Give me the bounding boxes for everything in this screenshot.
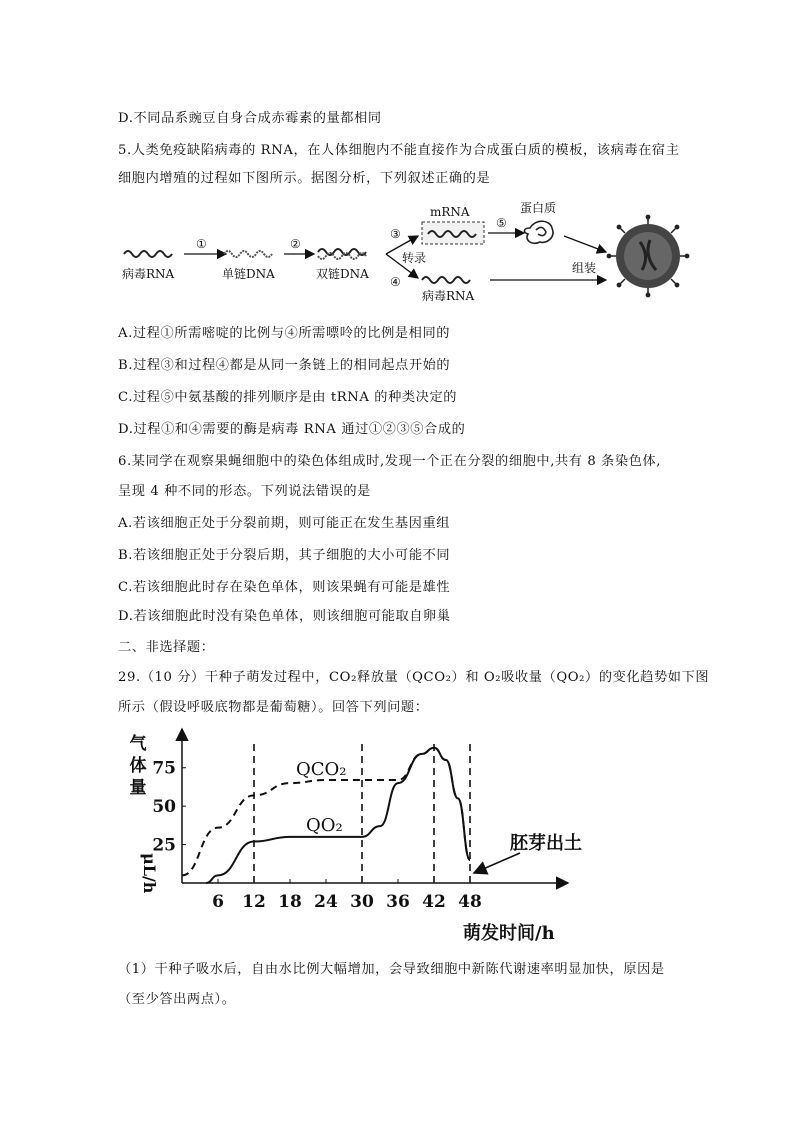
question-6-option-c: C.若该细胞此时存在染色单体，则该果蝇有可能是雄性: [118, 580, 451, 595]
label-single-dna: 单链DNA: [222, 267, 275, 281]
gas-exchange-chart: [118, 725, 618, 950]
y-label-char-2: 量: [129, 778, 147, 798]
question-29-part-1-b: （至少答出两点）。: [118, 992, 236, 1007]
series-label-qco2: QCO₂: [296, 759, 347, 780]
question-6-option-a: A.若该细胞正处于分裂前期，则可能正在发生基因重组: [118, 516, 451, 531]
question-6-stem-2: 呈现 4 种不同的形态。下列说法错误的是: [118, 484, 371, 499]
x-axis-label: 萌发时间/h: [463, 923, 555, 944]
virus-rna2-wave: [422, 277, 470, 283]
y-label-char-0: 气: [129, 734, 147, 754]
question-5-option-d: D.过程①和④需要的酶是病毒 RNA 通过①②③⑤合成的: [118, 422, 466, 437]
label-assembly: 组装: [572, 261, 597, 275]
label-viral-rna: 病毒RNA: [122, 267, 175, 281]
x-tick-label-30: 30: [350, 892, 374, 912]
question-29-stem-1: 29.（10 分）干种子萌发过程中，CO₂释放量（QCO₂）和 O₂吸收量（QO₂）的变化趋势如下图: [118, 670, 710, 685]
hiv-replication-diagram: [118, 196, 698, 306]
x-tick-label-18: 18: [278, 892, 302, 912]
x-tick-label-12: 12: [242, 892, 266, 912]
label-protein: 蛋白质: [520, 201, 557, 215]
mrna-box: [422, 222, 484, 244]
label-step-2: ②: [290, 237, 301, 251]
y-tick-label-25: 25: [152, 835, 176, 856]
annotation-arrow: [474, 853, 520, 873]
label-mrna: mRNA: [430, 205, 470, 219]
question-6-option-b: B.若该细胞正处于分裂后期，其子细胞的大小可能不同: [118, 548, 451, 563]
label-double-dna: 双链DNA: [316, 267, 369, 281]
x-tick-label-48: 48: [458, 892, 482, 912]
question-6-stem-1: 6.某同学在观察果蝇细胞中的染色体组成时,发现一个正在分裂的细胞中,共有 8 条染色体,: [118, 454, 662, 469]
annotation-label: 胚芽出土: [510, 833, 582, 854]
x-tick-label-36: 36: [386, 892, 410, 912]
label-transcription: 转录: [402, 251, 427, 265]
y-label-char-1: 体: [129, 756, 147, 776]
section-heading: 二、非选择题：: [118, 640, 215, 655]
question-5-stem-2: 细胞内增殖的过程如下图所示。据图分析，下列叙述正确的是: [118, 171, 491, 186]
label-step-1: ①: [196, 237, 207, 251]
label-step-3: ③: [390, 227, 401, 241]
x-tick-label-42: 42: [422, 892, 446, 912]
double-dna-wave-a: [318, 249, 366, 255]
label-step-4: ④: [390, 275, 401, 289]
y-tick-label-50: 50: [152, 797, 176, 818]
single-dna-wave: [224, 251, 272, 257]
x-tick-label-24: 24: [314, 892, 338, 912]
label-virus-rna-2: 病毒RNA: [422, 289, 475, 303]
question-6-option-d: D.若该细胞此时没有染色单体，则该细胞可能取自卵巢: [118, 609, 451, 624]
question-5-option-c: C.过程⑤中氨基酸的排列顺序是由 tRNA 的种类决定的: [118, 390, 458, 405]
question-5-stem-1: 5.人类免疫缺陷病毒的 RNA，在人体细胞内不能直接作为合成蛋白质的模板，该病毒在宿主: [118, 143, 680, 158]
question-5-option-a: A.过程①所需嘧啶的比例与④所需嘌呤的比例是相同的: [118, 326, 451, 341]
protein-blob: [524, 221, 553, 243]
series-label-qo2: QO₂: [306, 815, 343, 836]
question-29-stem-2: 所示（假设呼吸底物都是葡萄糖）。回答下列问题：: [118, 700, 429, 715]
label-step-5: ⑤: [496, 216, 507, 230]
y-tick-label-75: 75: [152, 758, 176, 779]
virus-particle: [607, 215, 690, 298]
x-tick-label-6: 6: [212, 892, 224, 912]
question-29-part-1-a: （1）干种子吸水后，自由水比例大幅增加，会导致细胞中新陈代谢速率明显加快，原因是: [118, 962, 665, 977]
option-d-prev: D.不同品系豌豆自身合成赤霉素的量都相同: [118, 111, 382, 126]
y-unit-label: μL/h: [140, 853, 159, 894]
question-5-option-b: B.过程③和过程④都是从同一条链上的相同起点开始的: [118, 358, 451, 373]
viral-rna-wave: [124, 251, 172, 257]
